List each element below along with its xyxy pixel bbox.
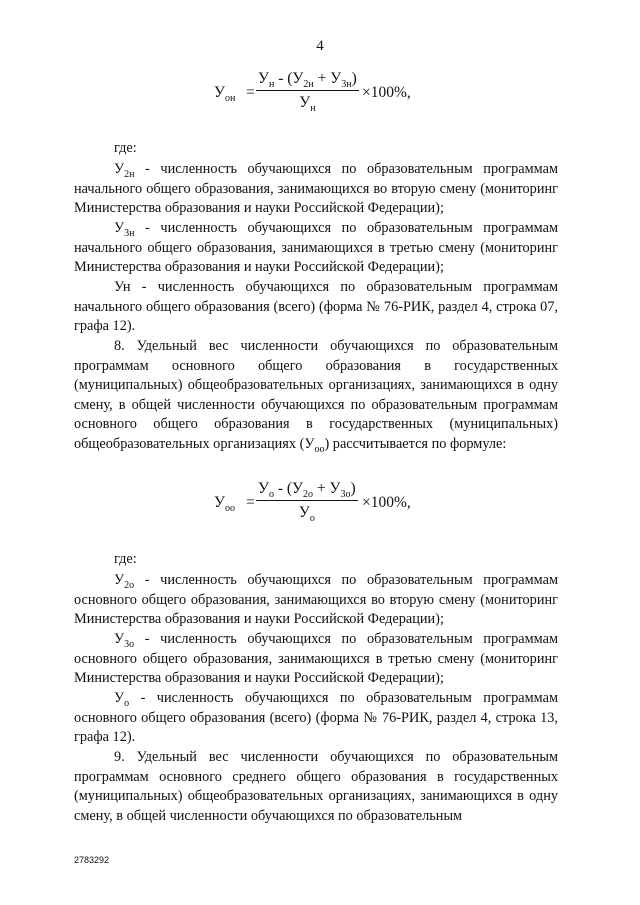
formula-lhs: $У_{он}$ [214, 84, 236, 104]
fraction-bar [256, 90, 359, 91]
formula-numerator: $У_н - (У_{2н} + У_{3н})$ [258, 70, 357, 90]
definition-uo: $У_о$ - численность обучающихся по образовательным программам основного общего образования (всего) (форма № 76-РИК, раздел 4, строка 13, графа 12). [74, 690, 558, 746]
formula-fraction [256, 70, 359, 112]
formula-tail: ×100%, [362, 494, 411, 511]
definition-u3n: $У_{3н}$ - численность обучающихся по образовательным программам начального общего образования, занимающихся в третью смену (мониторинг Министерства образования и науки Российской Федерации); [74, 220, 558, 276]
page-number: 4 [316, 38, 324, 54]
definition-u2o: $У_{2о}$ - численность обучающихся по образовательным программам основного общего образования, занимающихся во вторую смену (мониторинг Министерства образования и науки Российской Федерации); [74, 572, 558, 628]
formula-fraction [256, 480, 358, 522]
formula-uoo [0, 480, 640, 540]
fraction-bar [256, 500, 358, 501]
definition-un: Ун - численность обучающихся по образовательным программам начального общего образования (всего) (форма № 76-РИК, раздел 4, строка 07, графа 12). [74, 279, 558, 335]
equals-sign: = [246, 84, 255, 101]
formula-tail: ×100%, [362, 84, 411, 101]
item-9-paragraph: 9. Удельный вес численности обучающихся по образовательным программам основного среднего общего образования в государственных (муниципальных) общеобразовательных организациях, занимающихся в одну смену, в общей численности обучающихся по образовательным [74, 749, 558, 824]
formula-numerator: $У_о - (У_{2о} + У_{3о})$ [258, 480, 356, 500]
equals-sign: = [246, 494, 255, 511]
definition-u3o: $У_{3о}$ - численность обучающихся по образовательным программам основного общего образования, занимающихся в третью смену (мониторинг Министерства образования и науки Российской Федерации); [74, 631, 558, 687]
document-id: 2783292 [74, 855, 110, 865]
formula-denominator: $У_н$ [299, 94, 316, 114]
where-label: где: [114, 551, 137, 567]
formula-uon [0, 70, 640, 130]
item-8-paragraph: 8. Удельный вес численности обучающихся по образовательным программам основного общего образования в государственных (муниципальных) общеобразовательных организациях, занимающихся в одну смену, в общей численности обучающихся по образовательным программам основного общего образования в государственных (муниципальных) общеобразовательных организациях $(У_{оо})$ рассчитывается по формуле: [74, 338, 558, 455]
where-label: где: [114, 140, 137, 156]
formula-lhs: $У_{оо}$ [214, 494, 235, 514]
formula-denominator: $У_о$ [298, 504, 315, 524]
definition-u2n: $У_{2н}$ - численность обучающихся по образовательным программам начального общего образования, занимающихся во вторую смену (мониторинг Министерства образования и науки Российской Федерации); [74, 161, 558, 217]
